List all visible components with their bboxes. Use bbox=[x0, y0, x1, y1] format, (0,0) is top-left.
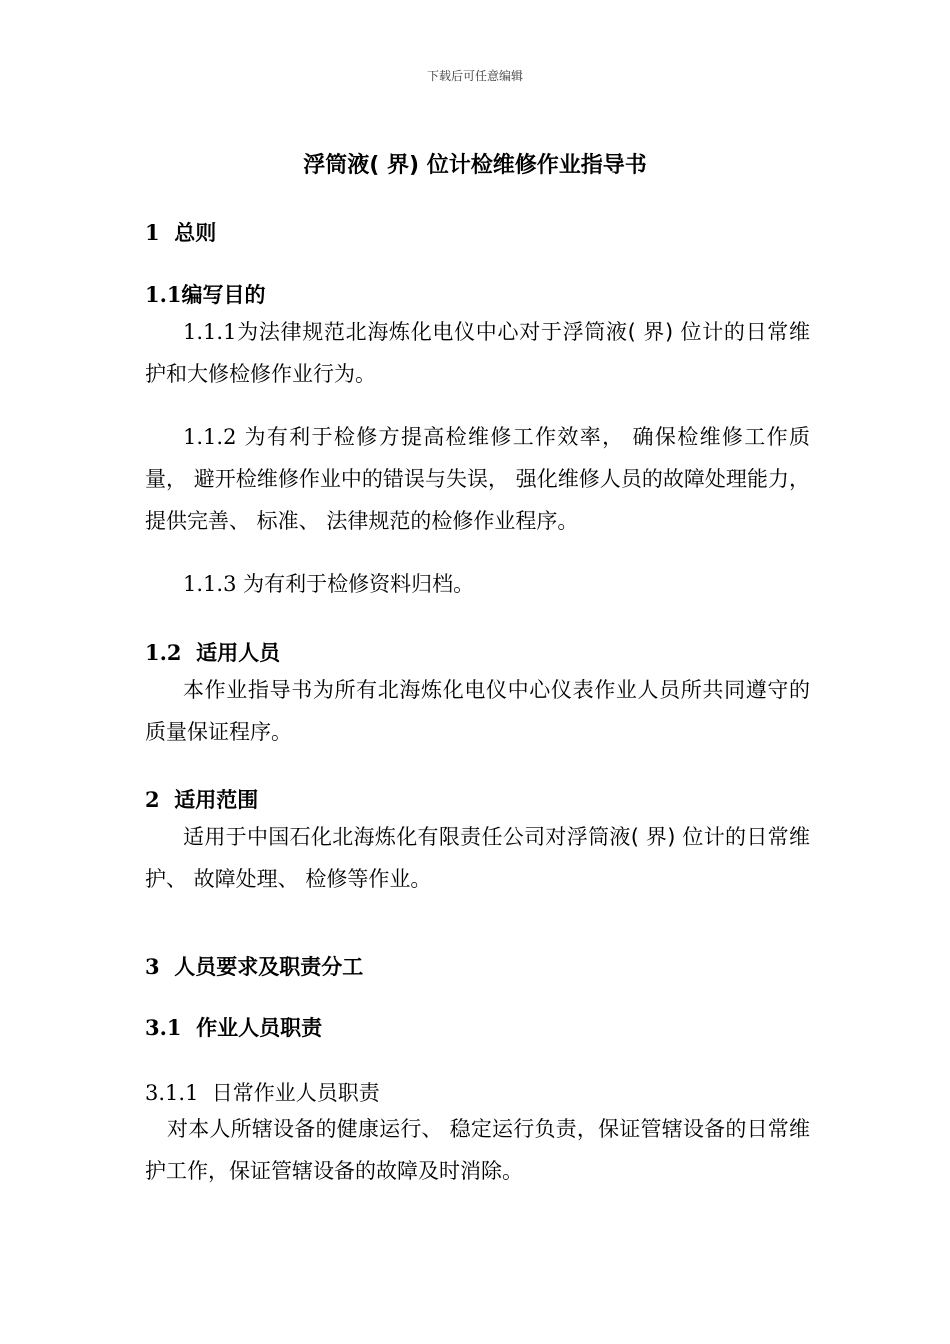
heading-section-3-1-1 bbox=[145, 1077, 810, 1107]
heading-number: 3.1 bbox=[145, 1015, 182, 1040]
heading-number: 1 bbox=[145, 220, 160, 245]
paragraph-text: 为有利于检修资料归档。 bbox=[243, 572, 475, 596]
heading-section-2 bbox=[145, 784, 810, 814]
heading-section-1-2 bbox=[145, 637, 810, 667]
heading-text: 作业人员职责 bbox=[196, 1016, 323, 1040]
heading-text: 编写目的 bbox=[181, 283, 266, 307]
paragraph-1-1-3 bbox=[145, 563, 810, 605]
paragraph-number: 1.1.1 bbox=[183, 320, 237, 344]
paragraph-number: 1.1.3 bbox=[183, 572, 237, 596]
heading-text: 总则 bbox=[174, 221, 217, 245]
heading-number: 1.1 bbox=[145, 282, 182, 307]
heading-text: 适用人员 bbox=[196, 641, 281, 665]
heading-number: 1.2 bbox=[145, 640, 182, 665]
paragraph-1-1-2 bbox=[145, 416, 810, 542]
header-note: 下载后可任意编辑 bbox=[426, 69, 523, 83]
paragraph-number: 1.1.2 bbox=[183, 425, 237, 449]
paragraph-text: 为有利于检修方提高检维修工作效率， 确保检维修工作质量， 避开检维修作业中的错误与失误， 强化维修人员的故障处理能力， 提供完善、 标准、 法律规范的检修作业程序。 bbox=[145, 425, 810, 533]
paragraph-1-2: 本作业指导书为所有北海炼化电仪中心仪表作业人员所共同遵守的质量保证程序。 bbox=[145, 678, 810, 744]
heading-number: 3 bbox=[145, 954, 160, 979]
heading-text: 日常作业人员职责 bbox=[211, 1081, 380, 1105]
heading-section-1-1 bbox=[145, 279, 810, 309]
paragraph-2: 适用于中国石化北海炼化有限责任公司对浮筒液( 界) 位计的日常维护、 故障处理、 检修等作业。 bbox=[145, 825, 810, 891]
heading-text: 人员要求及职责分工 bbox=[174, 955, 364, 979]
heading-section-3 bbox=[145, 951, 810, 981]
paragraph-1-1-1 bbox=[145, 311, 810, 395]
paragraph-3-1-1: 对本人所辖设备的健康运行、 稳定运行负责，保证管辖设备的日常维护工作，保证管辖设备的故障及时消除。 bbox=[145, 1117, 810, 1183]
paragraph-text: 为法律规范北海炼化电仪中心对于浮筒液( 界) 位计的日常维护和大修检修作业行为。 bbox=[145, 320, 810, 386]
heading-section-3-1 bbox=[145, 1012, 810, 1042]
heading-number: 2 bbox=[145, 787, 160, 812]
heading-section-1 bbox=[145, 217, 810, 247]
heading-number: 3.1.1 bbox=[145, 1081, 199, 1105]
heading-text: 适用范围 bbox=[174, 788, 259, 812]
document-title: 浮筒液( 界) 位计检维修作业指导书 bbox=[303, 153, 647, 178]
